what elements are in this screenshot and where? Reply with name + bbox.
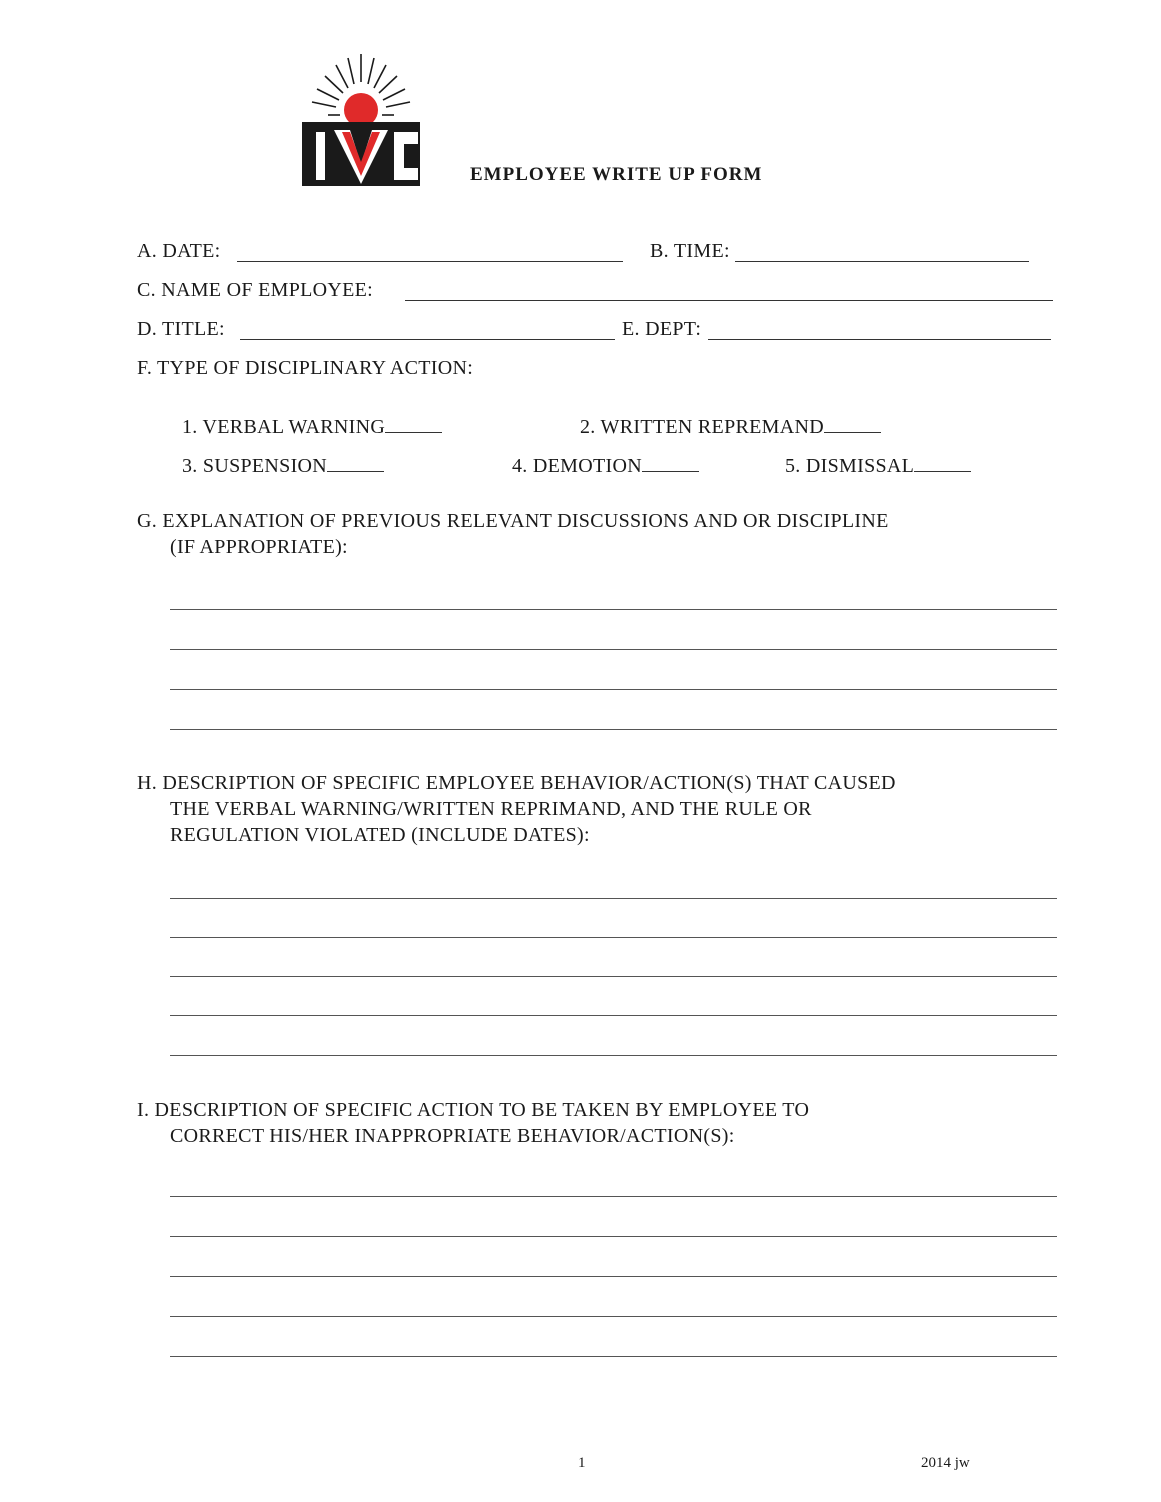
section-g-line[interactable] [170, 729, 1057, 730]
verbal-warning-option [182, 414, 442, 439]
section-i-line[interactable] [170, 1356, 1057, 1357]
time-field-label: B. TIME: [650, 240, 730, 262]
section-h-line2: THE VERBAL WARNING/WRITTEN REPRIMAND, AND THE RULE OR [170, 798, 812, 820]
section-g-line[interactable] [170, 689, 1057, 690]
demotion-label: 4. DEMOTION [512, 455, 642, 477]
written-reprimand-blank[interactable] [824, 414, 881, 433]
section-i-line[interactable] [170, 1316, 1057, 1317]
demotion-option [512, 453, 699, 478]
section-h-line3: REGULATION VIOLATED (INCLUDE DATES): [170, 824, 590, 846]
time-field[interactable] [735, 243, 1029, 262]
section-h-line[interactable] [170, 1055, 1057, 1056]
section-g-line[interactable] [170, 649, 1057, 650]
title-field[interactable] [240, 321, 615, 340]
section-g-heading: G. EXPLANATION OF PREVIOUS RELEVANT DISCUSSIONS AND OR DISCIPLINE [137, 510, 889, 532]
verbal-warning-blank[interactable] [385, 414, 442, 433]
section-h-line[interactable] [170, 898, 1057, 899]
demotion-blank[interactable] [642, 453, 699, 472]
dept-field[interactable] [708, 321, 1051, 340]
date-field-label: A. DATE: [137, 240, 221, 262]
section-h-line[interactable] [170, 1015, 1057, 1016]
date-field[interactable] [237, 243, 623, 262]
suspension-option [182, 453, 384, 478]
verbal-warning-label: 1. VERBAL WARNING [182, 416, 386, 438]
section-h-line[interactable] [170, 976, 1057, 977]
written-reprimand-label: 2. WRITTEN REPREMAND [580, 416, 824, 438]
dismissal-label: 5. DISMISSAL [785, 455, 915, 477]
title-field-label: D. TITLE: [137, 318, 225, 340]
employee-name-field[interactable] [405, 282, 1053, 301]
section-i-line[interactable] [170, 1236, 1057, 1237]
section-i-line2: CORRECT HIS/HER INAPPROPRIATE BEHAVIOR/ACTION(S): [170, 1125, 735, 1147]
page-number: 1 [578, 1455, 586, 1471]
suspension-blank[interactable] [327, 453, 384, 472]
section-i-line[interactable] [170, 1196, 1057, 1197]
form-title: EMPLOYEE WRITE UP FORM [470, 164, 763, 185]
dismissal-option [785, 453, 971, 478]
dept-field-label: E. DEPT: [622, 318, 702, 340]
section-h-line[interactable] [170, 937, 1057, 938]
version-note: 2014 jw [921, 1455, 970, 1471]
section-h-heading: H. DESCRIPTION OF SPECIFIC EMPLOYEE BEHAVIOR/ACTION(S) THAT CAUSED [137, 772, 896, 794]
section-i-heading: I. DESCRIPTION OF SPECIFIC ACTION TO BE TAKEN BY EMPLOYEE TO [137, 1099, 810, 1121]
suspension-label: 3. SUSPENSION [182, 455, 328, 477]
written-reprimand-option [580, 414, 881, 439]
ivc-logo-icon [298, 52, 424, 188]
section-g-line[interactable] [170, 609, 1057, 610]
section-g-subheading: (IF APPROPRIATE): [170, 536, 348, 558]
dismissal-blank[interactable] [914, 453, 971, 472]
employee-name-label: C. NAME OF EMPLOYEE: [137, 279, 374, 301]
section-i-line[interactable] [170, 1276, 1057, 1277]
disciplinary-action-label: F. TYPE OF DISCIPLINARY ACTION: [137, 357, 474, 379]
